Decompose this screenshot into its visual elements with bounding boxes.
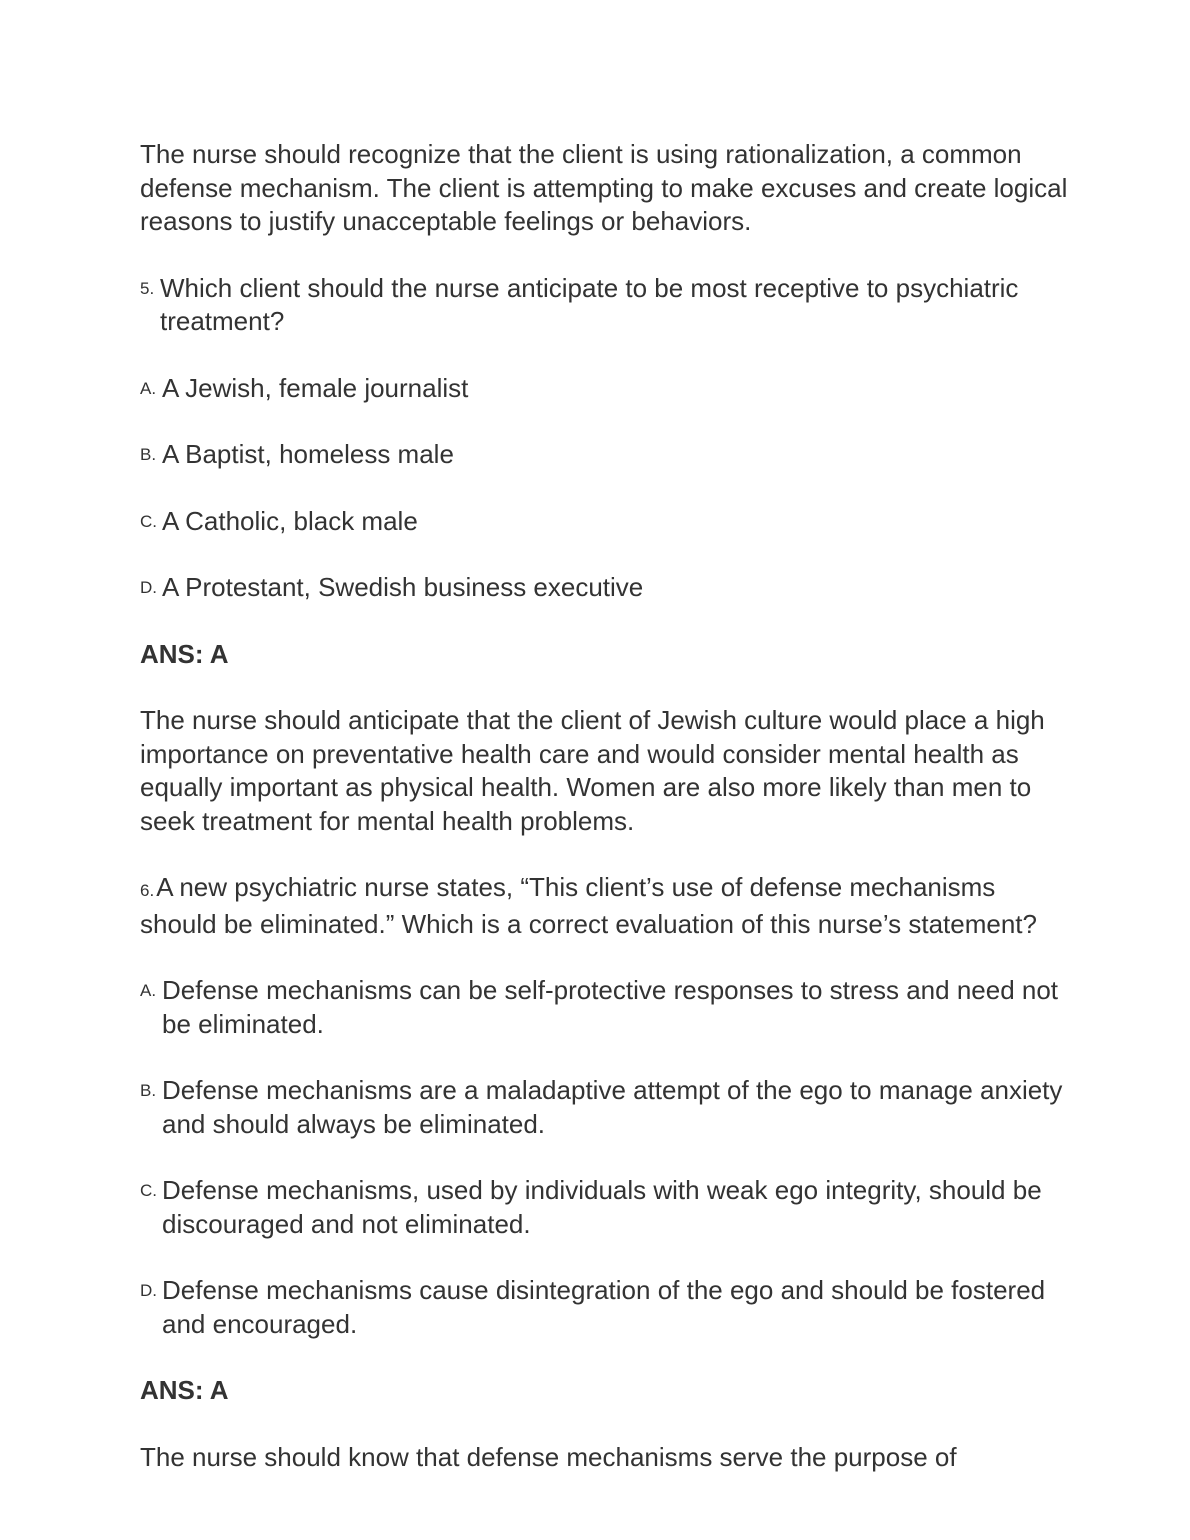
q6-option-d — [140, 1274, 1070, 1341]
question-6 — [140, 871, 1070, 941]
q5-rationale: The nurse should anticipate that the client of Jewish culture would place a high importance on preventative health care and would consider mental health as equally important as physical health. Women are also more likely than men to seek treatment for mental health problems. — [140, 705, 1045, 836]
document-page — [140, 138, 1070, 1474]
option-letter: D. — [140, 578, 157, 597]
question-text: A new psychiatric nurse states, “This client’s use of defense mechanisms should be eliminated.” Which is a correct evaluation of this nurse’s statement? — [140, 872, 1037, 939]
question-5 — [140, 272, 1070, 339]
option-letter: C. — [140, 511, 157, 531]
option-text: Defense mechanisms are a maladaptive attempt of the ego to manage anxiety and should always be eliminated. — [162, 1075, 1063, 1139]
q5-option-b — [140, 438, 1070, 472]
question-number: 6. — [140, 881, 155, 900]
q5-option-a — [140, 372, 1070, 406]
option-text: Defense mechanisms can be self-protective responses to stress and need not be eliminated. — [162, 975, 1059, 1039]
option-text: A Baptist, homeless male — [162, 439, 454, 469]
option-text: A Catholic, black male — [162, 505, 418, 536]
option-letter: C. — [140, 1181, 157, 1200]
q5-option-d — [140, 571, 1070, 605]
intro-rationale: The nurse should recognize that the client is using rationalization, a common defense mechanism. The client is attempting to make excuses and create logical reasons to justify unacceptable feelings or behaviors. — [140, 139, 1068, 236]
q5-answer: ANS: A — [140, 638, 229, 669]
question-text: Which client should the nurse anticipate to be most receptive to psychiatric treatment? — [160, 272, 1019, 336]
option-letter: A. — [140, 981, 157, 1000]
q6-option-a — [140, 974, 1070, 1041]
question-number: 5. — [140, 278, 155, 298]
option-letter: D. — [140, 1281, 157, 1300]
option-letter: B. — [140, 1081, 157, 1100]
option-text: A Jewish, female journalist — [162, 372, 469, 403]
option-text: Defense mechanisms cause disintegration of the ego and should be fostered and encouraged. — [162, 1275, 1046, 1339]
option-text: Defense mechanisms, used by individuals with weak ego integrity, should be discouraged and not eliminated. — [162, 1175, 1042, 1239]
q6-option-c — [140, 1174, 1070, 1241]
q6-answer: ANS: A — [140, 1375, 229, 1405]
q6-rationale: The nurse should know that defense mechanisms serve the purpose of — [140, 1441, 957, 1472]
q6-option-b — [140, 1074, 1070, 1141]
option-text: A Protestant, Swedish business executive — [162, 572, 644, 602]
option-letter: B. — [140, 445, 157, 464]
q5-option-c — [140, 505, 1070, 539]
option-letter: A. — [140, 378, 157, 398]
